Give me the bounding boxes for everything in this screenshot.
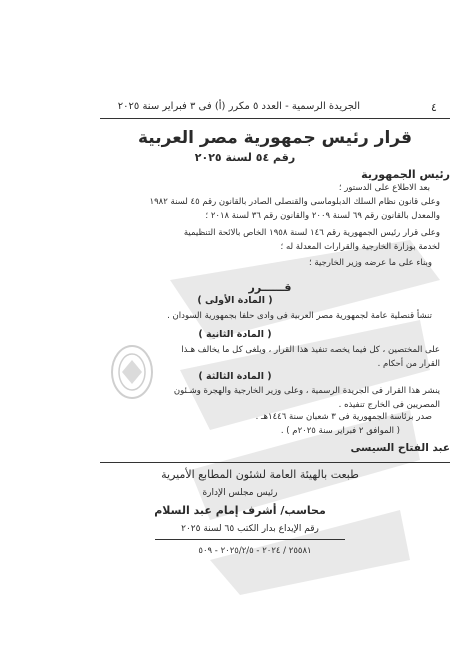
preamble-line: بعد الاطلاع على الدستور ؛ (338, 183, 430, 193)
decision-word: قــــــرر (248, 281, 292, 294)
issued-date-line: صدر برئاسة الجمهورية فى ٣ شعبان سنة ١٤٤٦هـ . (255, 412, 432, 422)
signatory-name: عبد الفتاح السيسى (350, 442, 450, 454)
president-heading: رئيس الجمهورية (361, 168, 450, 181)
article-heading: ( المادة الثالثة ) (198, 371, 272, 382)
article-text: على المختصين ، كل فيما يخصه تنفيذ هذا القرار ، ويلغى كل ما يخالف هـذا (181, 345, 440, 355)
footer-divider (100, 462, 450, 463)
printed-by: طبعت بالهيئة العامة لشئون المطابع الأميرية (161, 468, 359, 481)
corresponding-date-line: ( الموافق ٢ فبراير سنة ٢٠٢٥م ) . (280, 426, 400, 436)
article-text: تنشأ قنصلية عامة لجمهورية مصر العربية فى وادى حلفا بجمهورية السودان . (167, 311, 432, 321)
gazette-header: الجريدة الرسمية - العدد ٥ مكرر (أ) فى ٣ فبراير سنة ٢٠٢٥ (117, 101, 360, 112)
chairman-name: محاسب/ أشرف إمام عبد السلام (154, 504, 326, 517)
article-text: المصريين فى الخارج تنفيذه . (338, 400, 440, 410)
decree-number: رقم ٥٤ لسنة ٢٠٢٥ (194, 151, 296, 164)
deposit-number: رقم الإيداع بدار الكتب ٦٥ لسنة ٢٠٢٥ (181, 524, 319, 534)
article-text: ينشر هذا القرار فى الجريدة الرسمية ، وعلى وزير الخارجية والهجرة وشـئون (173, 386, 440, 396)
page-number: ٤ (431, 101, 437, 114)
footer-short-divider (155, 539, 345, 540)
watermark-emblem (150, 220, 450, 600)
preamble-line: وبناء على ما عرضه وزير الخارجية ؛ (309, 258, 432, 268)
header-divider (100, 118, 450, 119)
article-heading: ( المادة الأولى ) (197, 295, 273, 306)
decree-title: قرار رئيس جمهورية مصر العربية (137, 128, 412, 148)
chairman-title: رئيس مجلس الإدارة (202, 488, 278, 498)
article-heading: ( المادة الثانية ) (198, 329, 272, 340)
preamble-line: والمعدل بالقانون رقم ٦٩ لسنة ٢٠٠٩ والقانون رقم ٣٦ لسنة ٢٠١٨ ؛ (205, 211, 440, 221)
preamble-line: لخدمة بوزارة الخارجية والقرارات المعدلة له ؛ (280, 242, 440, 252)
stamp-seal-icon (108, 342, 156, 402)
preamble-line: وعلى قانون نظام السلك الدبلوماسى والقنصلى الصادر بالقانون رقم ٤٥ لسنة ١٩٨٢ (149, 197, 440, 207)
footer-code: ٢٥٥٨١ / ٢٠٢٤ - ٢٠٢٥/٢/٥ - ٥٠٩ (198, 546, 312, 556)
article-text: القرار من أحكام . (377, 359, 440, 369)
preamble-line: وعلى قرار رئيس الجمهورية رقم ١٤٦ لسنة ١٩٥٨ الخاص بالائحة التنظيمية (183, 228, 440, 238)
